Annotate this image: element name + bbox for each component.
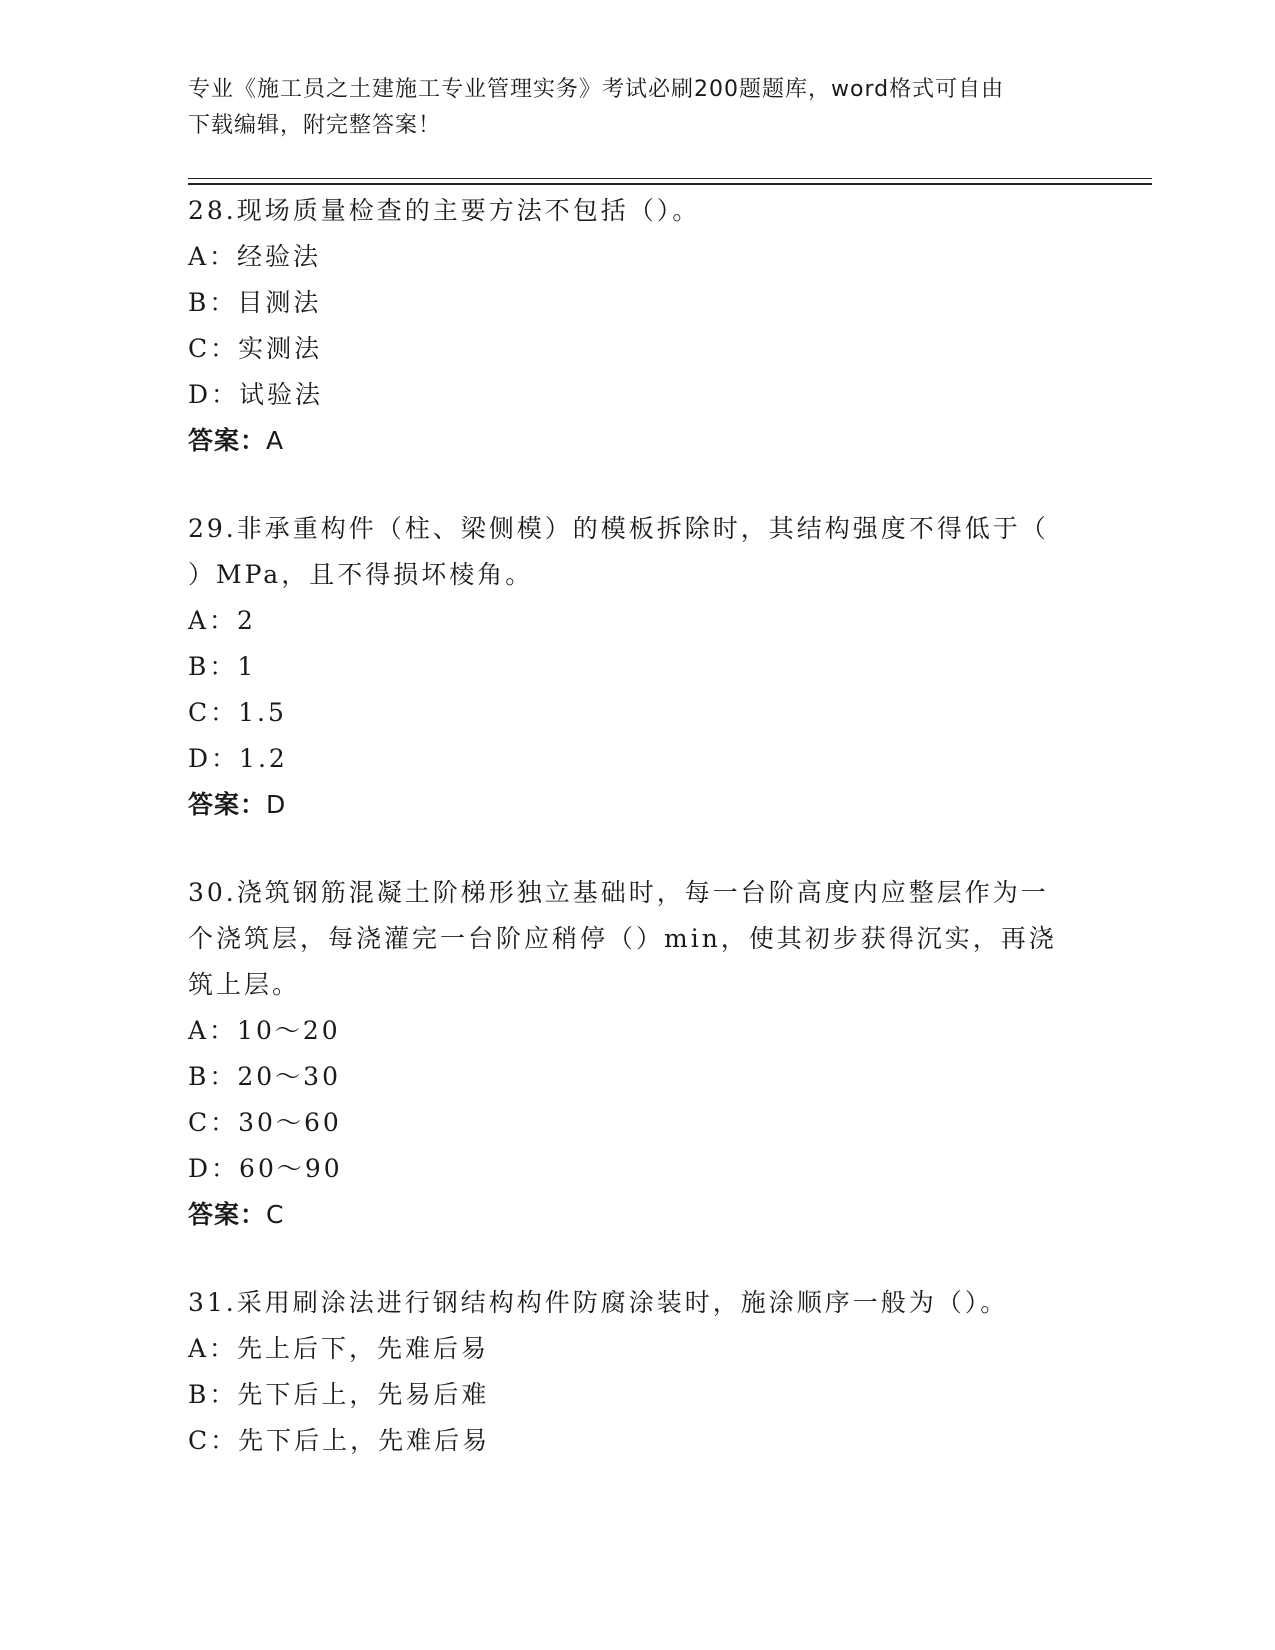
answer-line xyxy=(188,1192,1088,1238)
option-d: D：试验法 xyxy=(188,380,324,409)
option-a: A：2 xyxy=(188,606,256,635)
option-a: A：先上后下，先难后易 xyxy=(188,1334,490,1363)
option-c: C：先下后上，先难后易 xyxy=(188,1426,491,1455)
header-rule-thin xyxy=(188,178,1152,179)
option-b: B：1 xyxy=(188,652,257,681)
question-stem: 28.现场质量检查的主要方法不包括（）。 xyxy=(188,196,701,225)
option-c: C：实测法 xyxy=(188,334,323,363)
question-stem-cont: ）MPa，且不得损坏棱角。 xyxy=(188,560,534,589)
option-b: B：20～30 xyxy=(188,1062,341,1091)
answer-label: 答案： xyxy=(188,1200,267,1229)
question-28 xyxy=(188,188,1088,464)
question-stem-cont: 个浇筑层，每浇灌完一台阶应稍停（）min，使其初步获得沉实，再浇 xyxy=(188,924,1057,953)
header-line-1: 专业《施工员之土建施工专业管理实务》考试必刷200题题库，word格式可自由 xyxy=(188,77,1005,102)
option-b: B：先下后上，先易后难 xyxy=(188,1380,490,1409)
header-line-2: 下载编辑，附完整答案！ xyxy=(188,113,442,138)
document-header xyxy=(188,72,1088,144)
question-29 xyxy=(188,506,1088,828)
question-list xyxy=(188,188,1088,1464)
question-stem: 31.采用刷涂法进行钢结构构件防腐涂装时，施涂顺序一般为（）。 xyxy=(188,1288,1009,1317)
option-c: C：1.5 xyxy=(188,698,287,727)
question-stem-cont: 筑上层。 xyxy=(188,970,301,999)
option-d: D：1.2 xyxy=(188,744,288,773)
answer-value: C xyxy=(266,1200,285,1229)
question-stem: 29.非承重构件（柱、梁侧模）的模板拆除时，其结构强度不得低于（ xyxy=(188,514,1049,543)
question-31 xyxy=(188,1280,1088,1464)
answer-value: D xyxy=(266,790,287,819)
answer-label: 答案： xyxy=(188,790,267,819)
answer-line xyxy=(188,418,1088,464)
answer-label: 答案： xyxy=(188,426,267,455)
answer-value: A xyxy=(266,426,285,455)
question-stem: 30.浇筑钢筋混凝土阶梯形独立基础时，每一台阶高度内应整层作为一 xyxy=(188,878,1049,907)
option-d: D：60～90 xyxy=(188,1154,343,1183)
question-30 xyxy=(188,870,1088,1238)
option-b: B：目测法 xyxy=(188,288,322,317)
answer-line xyxy=(188,782,1088,828)
option-a: A：10～20 xyxy=(188,1016,341,1045)
option-c: C：30～60 xyxy=(188,1108,342,1137)
header-rule-thick xyxy=(188,183,1152,185)
option-a: A：经验法 xyxy=(188,242,322,271)
